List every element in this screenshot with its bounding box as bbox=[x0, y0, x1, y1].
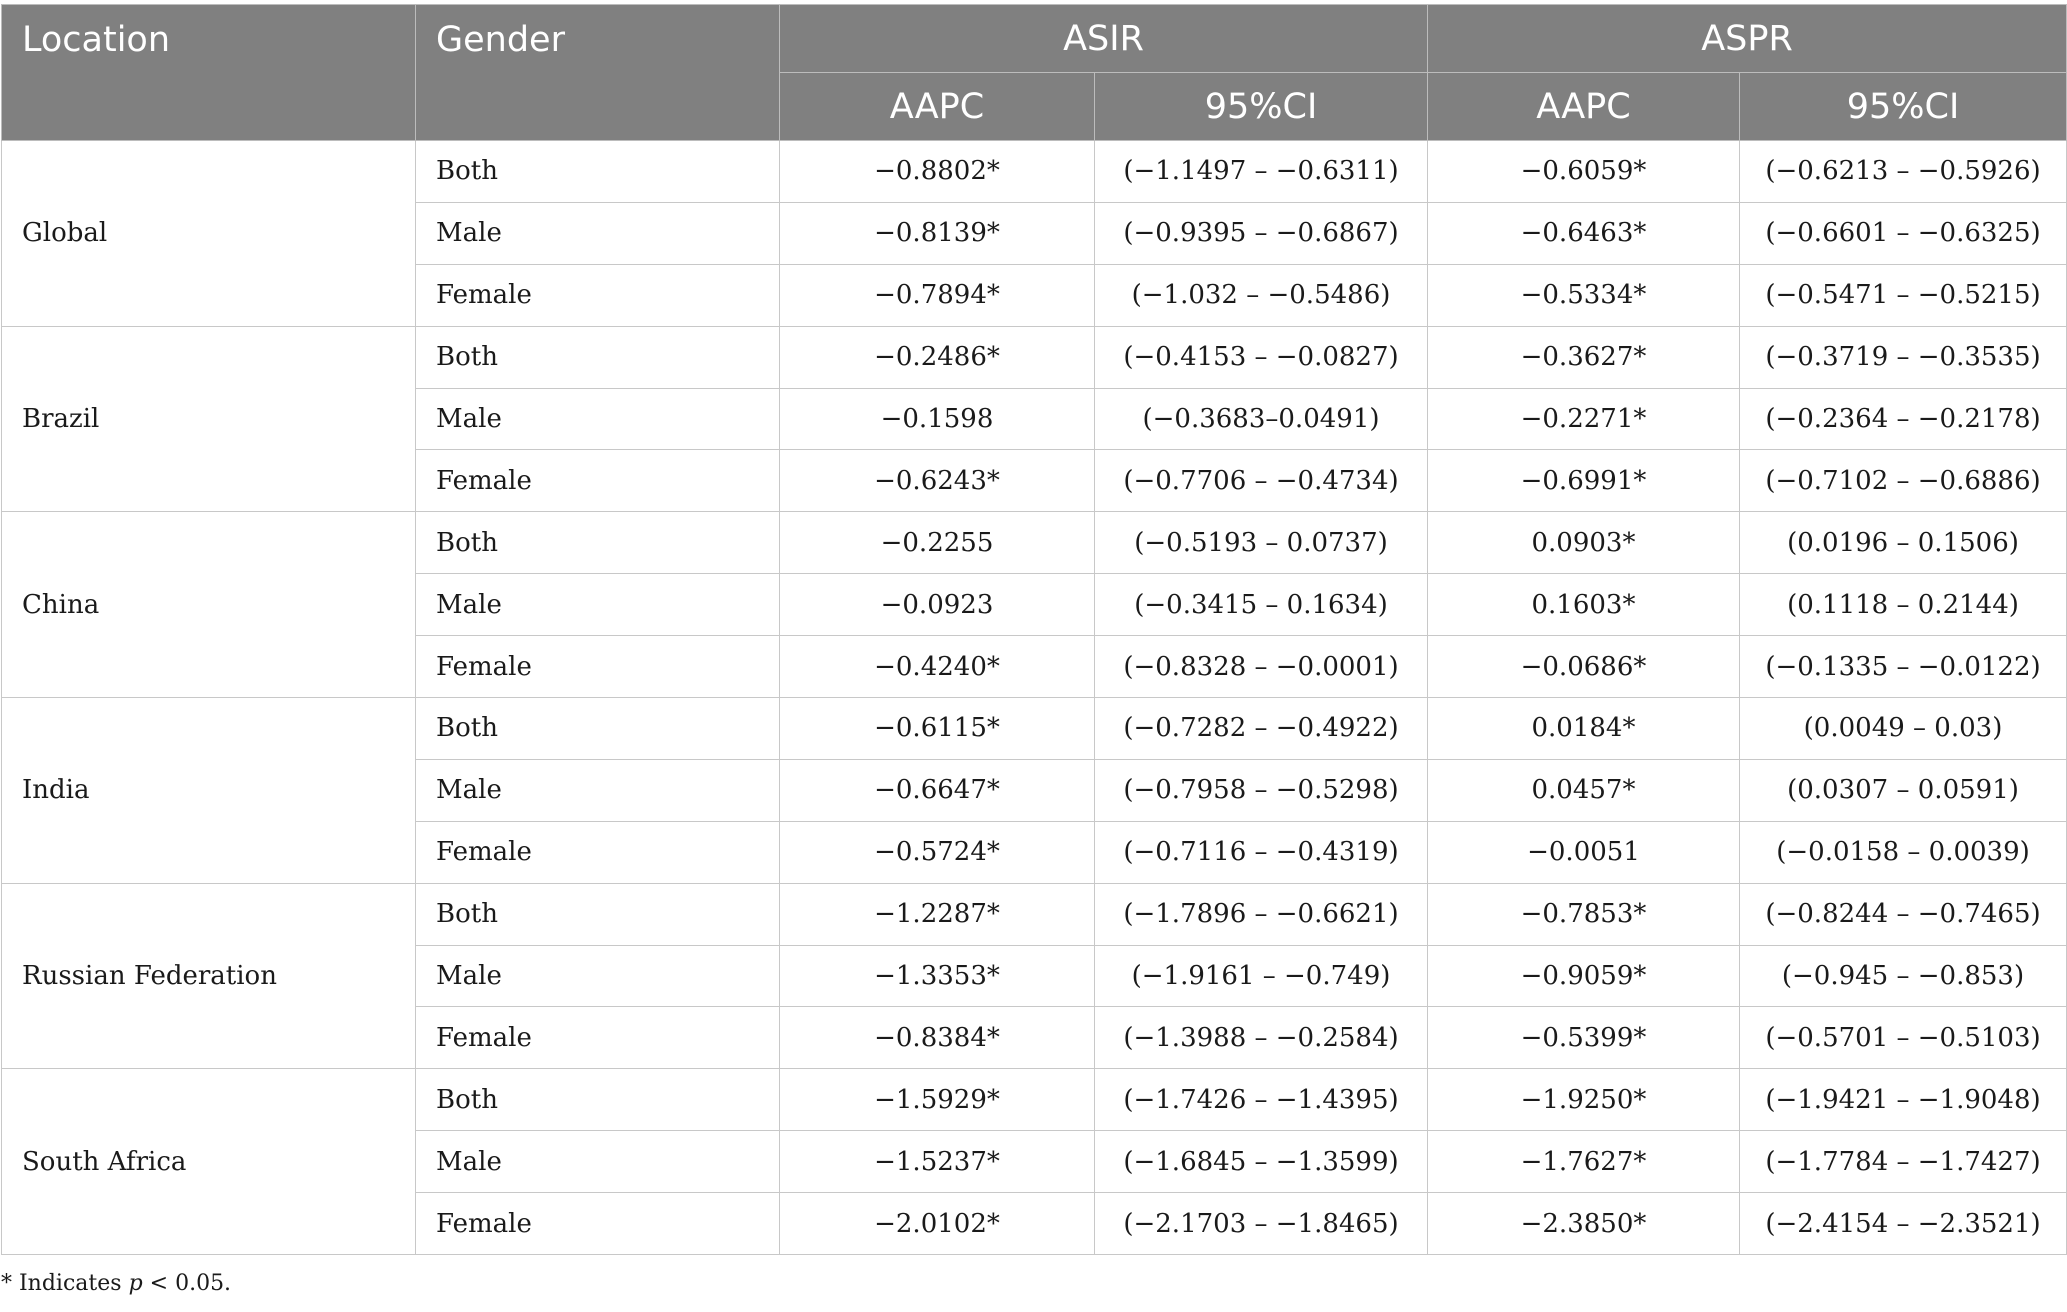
gender-cell: Male bbox=[416, 945, 780, 1007]
aspr-aapc-cell: 0.0457* bbox=[1428, 759, 1740, 821]
asir-ci-cell: (−0.7706 – −0.4734) bbox=[1095, 450, 1428, 512]
aspr-aapc-cell: −2.3850* bbox=[1428, 1193, 1740, 1255]
gender-cell: Both bbox=[416, 698, 780, 760]
gender-cell: Male bbox=[416, 1131, 780, 1193]
asir-aapc-cell: −0.4240* bbox=[780, 636, 1095, 698]
asir-aapc-cell: −0.2486* bbox=[780, 326, 1095, 388]
aspr-aapc-cell: −0.6991* bbox=[1428, 450, 1740, 512]
aspr-ci-cell: (−0.8244 – −0.7465) bbox=[1740, 883, 2067, 945]
asir-ci-cell: (−1.6845 – −1.3599) bbox=[1095, 1131, 1428, 1193]
aspr-aapc-cell: −0.6059* bbox=[1428, 141, 1740, 203]
header-location: Location bbox=[2, 5, 416, 141]
location-cell: South Africa bbox=[2, 1069, 416, 1255]
asir-aapc-cell: −0.2255 bbox=[780, 512, 1095, 574]
gender-cell: Male bbox=[416, 202, 780, 264]
gender-cell: Both bbox=[416, 326, 780, 388]
aspr-ci-cell: (−0.5701 – −0.5103) bbox=[1740, 1007, 2067, 1069]
aspr-aapc-cell: −0.3627* bbox=[1428, 326, 1740, 388]
aspr-ci-cell: (−0.3719 – −0.3535) bbox=[1740, 326, 2067, 388]
aspr-ci-cell: (−0.945 – −0.853) bbox=[1740, 945, 2067, 1007]
asir-ci-cell: (−0.3683–0.0491) bbox=[1095, 388, 1428, 450]
footnote-prefix: * Indicates bbox=[1, 1271, 129, 1296]
aspr-aapc-cell: −0.5399* bbox=[1428, 1007, 1740, 1069]
location-cell: China bbox=[2, 512, 416, 698]
aspr-aapc-cell: 0.0903* bbox=[1428, 512, 1740, 574]
header-gender: Gender bbox=[416, 5, 780, 141]
asir-aapc-cell: −1.3353* bbox=[780, 945, 1095, 1007]
aspr-ci-cell: (−0.0158 – 0.0039) bbox=[1740, 821, 2067, 883]
asir-aapc-cell: −0.8139* bbox=[780, 202, 1095, 264]
aspr-ci-cell: (−0.1335 – −0.0122) bbox=[1740, 636, 2067, 698]
asir-aapc-cell: −0.6243* bbox=[780, 450, 1095, 512]
aspr-ci-cell: (0.0307 – 0.0591) bbox=[1740, 759, 2067, 821]
location-cell: Brazil bbox=[2, 326, 416, 512]
asir-ci-cell: (−0.7116 – −0.4319) bbox=[1095, 821, 1428, 883]
gender-cell: Male bbox=[416, 759, 780, 821]
gender-cell: Both bbox=[416, 883, 780, 945]
gender-cell: Female bbox=[416, 821, 780, 883]
aspr-ci-cell: (−0.2364 – −0.2178) bbox=[1740, 388, 2067, 450]
header-asir-ci: 95%CI bbox=[1095, 73, 1428, 141]
footnote bbox=[1, 1271, 231, 1296]
gender-cell: Female bbox=[416, 450, 780, 512]
asir-ci-cell: (−0.4153 – −0.0827) bbox=[1095, 326, 1428, 388]
header-aspr: ASPR bbox=[1428, 5, 2067, 73]
aspr-ci-cell: (0.0049 – 0.03) bbox=[1740, 698, 2067, 760]
asir-ci-cell: (−0.9395 – −0.6867) bbox=[1095, 202, 1428, 264]
aspr-ci-cell: (0.0196 – 0.1506) bbox=[1740, 512, 2067, 574]
aspr-ci-cell: (−2.4154 – −2.3521) bbox=[1740, 1193, 2067, 1255]
asir-ci-cell: (−0.8328 – −0.0001) bbox=[1095, 636, 1428, 698]
asir-ci-cell: (−0.7282 – −0.4922) bbox=[1095, 698, 1428, 760]
asir-ci-cell: (−2.1703 – −1.8465) bbox=[1095, 1193, 1428, 1255]
asir-ci-cell: (−1.1497 – −0.6311) bbox=[1095, 141, 1428, 203]
asir-ci-cell: (−0.7958 – −0.5298) bbox=[1095, 759, 1428, 821]
header-asir-aapc: AAPC bbox=[780, 73, 1095, 141]
asir-ci-cell: (−1.7896 – −0.6621) bbox=[1095, 883, 1428, 945]
gender-cell: Both bbox=[416, 512, 780, 574]
asir-aapc-cell: −1.5237* bbox=[780, 1131, 1095, 1193]
asir-aapc-cell: −0.8802* bbox=[780, 141, 1095, 203]
asir-ci-cell: (−0.5193 – 0.0737) bbox=[1095, 512, 1428, 574]
aspr-aapc-cell: −0.2271* bbox=[1428, 388, 1740, 450]
aspr-aapc-cell: 0.0184* bbox=[1428, 698, 1740, 760]
aspr-aapc-cell: −0.9059* bbox=[1428, 945, 1740, 1007]
asir-aapc-cell: −1.2287* bbox=[780, 883, 1095, 945]
table-header bbox=[2, 5, 2067, 141]
asir-ci-cell: (−1.7426 – −1.4395) bbox=[1095, 1069, 1428, 1131]
asir-aapc-cell: −0.7894* bbox=[780, 264, 1095, 326]
asir-aapc-cell: −0.5724* bbox=[780, 821, 1095, 883]
aspr-aapc-cell: 0.1603* bbox=[1428, 574, 1740, 636]
footnote-suffix: < 0.05. bbox=[142, 1271, 232, 1296]
table-row bbox=[2, 883, 2067, 945]
aspr-ci-cell: (−1.7784 – −1.7427) bbox=[1740, 1131, 2067, 1193]
aspr-ci-cell: (−1.9421 – −1.9048) bbox=[1740, 1069, 2067, 1131]
table-body bbox=[2, 141, 2067, 1255]
location-cell: Global bbox=[2, 141, 416, 327]
location-cell: India bbox=[2, 698, 416, 884]
aspr-aapc-cell: −0.7853* bbox=[1428, 883, 1740, 945]
asir-ci-cell: (−1.3988 – −0.2584) bbox=[1095, 1007, 1428, 1069]
header-aspr-ci: 95%CI bbox=[1740, 73, 2067, 141]
asir-aapc-cell: −0.0923 bbox=[780, 574, 1095, 636]
gender-cell: Male bbox=[416, 574, 780, 636]
location-cell: Russian Federation bbox=[2, 883, 416, 1069]
table-row bbox=[2, 512, 2067, 574]
header-asir: ASIR bbox=[780, 5, 1428, 73]
aspr-ci-cell: (−0.7102 – −0.6886) bbox=[1740, 450, 2067, 512]
footnote-p-symbol: p bbox=[128, 1271, 143, 1296]
gender-cell: Female bbox=[416, 1007, 780, 1069]
asir-aapc-cell: −0.6115* bbox=[780, 698, 1095, 760]
asir-ci-cell: (−0.3415 – 0.1634) bbox=[1095, 574, 1428, 636]
gender-cell: Both bbox=[416, 141, 780, 203]
asir-aapc-cell: −0.1598 bbox=[780, 388, 1095, 450]
table-row bbox=[2, 326, 2067, 388]
header-aspr-aapc: AAPC bbox=[1428, 73, 1740, 141]
asir-ci-cell: (−1.9161 – −0.749) bbox=[1095, 945, 1428, 1007]
table-row bbox=[2, 141, 2067, 203]
aspr-aapc-cell: −0.0051 bbox=[1428, 821, 1740, 883]
asir-aapc-cell: −1.5929* bbox=[780, 1069, 1095, 1131]
aspr-ci-cell: (−0.6213 – −0.5926) bbox=[1740, 141, 2067, 203]
aspr-ci-cell: (−0.6601 – −0.6325) bbox=[1740, 202, 2067, 264]
aspr-ci-cell: (0.1118 – 0.2144) bbox=[1740, 574, 2067, 636]
aspr-aapc-cell: −0.5334* bbox=[1428, 264, 1740, 326]
aspr-aapc-cell: −0.0686* bbox=[1428, 636, 1740, 698]
gender-cell: Female bbox=[416, 636, 780, 698]
gender-cell: Both bbox=[416, 1069, 780, 1131]
results-table bbox=[1, 4, 2067, 1255]
asir-ci-cell: (−1.032 – −0.5486) bbox=[1095, 264, 1428, 326]
asir-aapc-cell: −2.0102* bbox=[780, 1193, 1095, 1255]
gender-cell: Female bbox=[416, 1193, 780, 1255]
aspr-aapc-cell: −1.9250* bbox=[1428, 1069, 1740, 1131]
table-row bbox=[2, 1069, 2067, 1131]
aspr-aapc-cell: −1.7627* bbox=[1428, 1131, 1740, 1193]
asir-aapc-cell: −0.8384* bbox=[780, 1007, 1095, 1069]
table-row bbox=[2, 698, 2067, 760]
gender-cell: Female bbox=[416, 264, 780, 326]
aspr-ci-cell: (−0.5471 – −0.5215) bbox=[1740, 264, 2067, 326]
asir-aapc-cell: −0.6647* bbox=[780, 759, 1095, 821]
aspr-aapc-cell: −0.6463* bbox=[1428, 202, 1740, 264]
gender-cell: Male bbox=[416, 388, 780, 450]
